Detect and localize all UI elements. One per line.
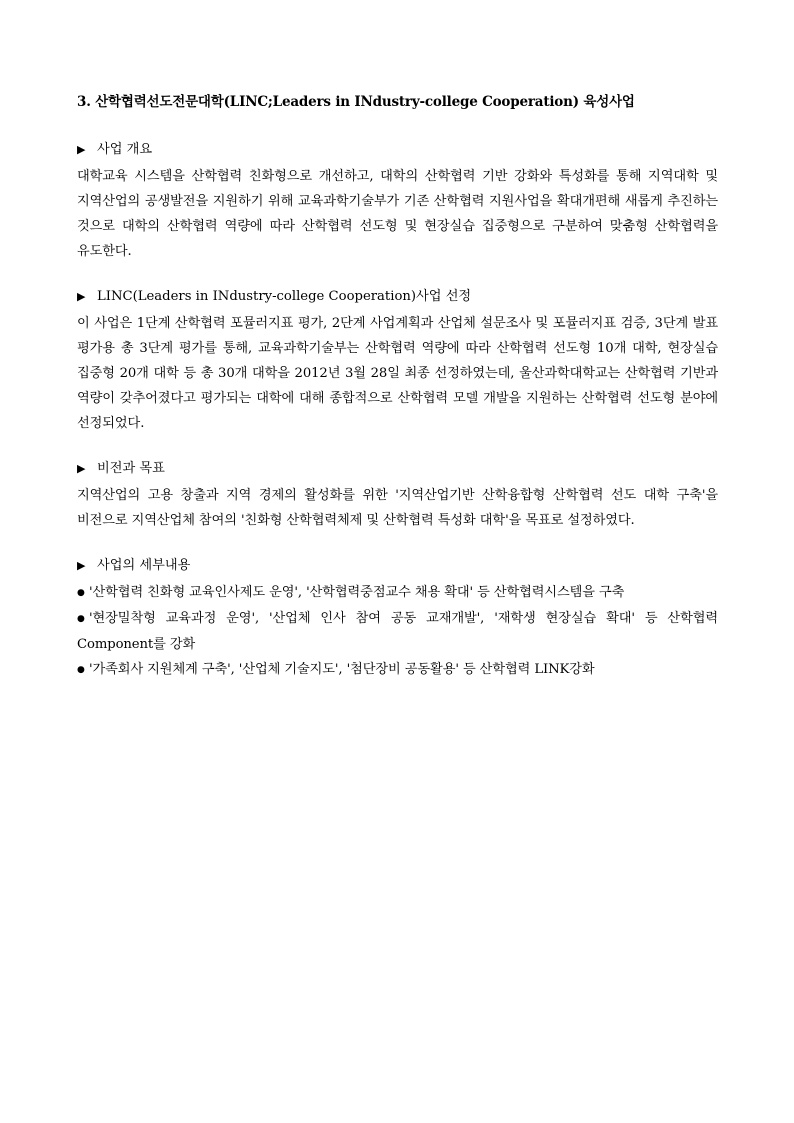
triangle-bullet-icon: ▶ [77,290,86,303]
section-heading-text: LINC(Leaders in INdustry-college Cooperation)사업 선정 [97,289,472,304]
section-body: 이 사업은 1단계 산학협력 포뮬러지표 평가, 2단계 사업계획과 산업체 설문조사 및 포뮬러지표 검증, 3단계 발표 평가용 총 3단계 평가를 통해, 교육과학기술부는 산학협력 역량에 따라 산학협력 선도형 10개 대학, 현장실습 집중형 20개 대학 등 총 30개 대학을 2012년 3월 28일 최종 선정하였는데, 울산과학대학교는 산학협력 기반과 역량이 갖추어졌다고 평가되는 대학에 대해 종합적으로 산학협력 모델 개발을 지원하는 산학협력 선도형 분야에 선정되었다. [77,316,718,431]
section-body: 대학교육 시스템을 산학협력 친화형으로 개선하고, 대학의 산학협력 기반 강화와 특성화를 통해 지역대학 및 지역산업의 공생발전을 지원하기 위해 교육과학기술부가 기존 산학협력 지원사업을 확대개편해 새롭게 추진하는 것으로 대학의 산학협력 역량에 따라 산학협력 선도형 및 현장실습 집중형으로 구분하여 맞춤형 산학협력을 유도한다. [77,169,718,259]
bullet-dot-icon: ● [77,665,85,675]
bullet-dot-icon: ● [77,614,85,624]
list-item [77,580,718,606]
triangle-bullet-icon: ▶ [77,143,86,156]
section-heading [77,459,718,479]
triangle-bullet-icon: ▶ [77,462,86,475]
list-item-text: '현장밀착형 교육과정 운영', '산업체 인사 참여 공동 교재개발', '재학생 현장실습 확대' 등 산학협력 Component를 강화 [77,611,718,652]
section-heading-text: 비전과 목표 [97,461,165,476]
list-item [77,657,718,683]
bullet-dot-icon: ● [77,588,85,598]
list-item [77,606,718,657]
section-linc-selection [77,287,718,436]
document-title: 3. 산학협력선도전문대학(LINC;Leaders in INdustry-college Cooperation) 육성사업 [77,94,635,110]
section-details [77,556,718,683]
section-heading-text: 사업의 세부내용 [97,558,191,573]
section-overview [77,140,718,264]
triangle-bullet-icon: ▶ [77,559,86,572]
section-body: 지역산업의 고용 창출과 지역 경제의 활성화를 위한 '지역산업기반 산학융합형 산학협력 선도 대학 구축'을 비전으로 지역산업체 참여의 '친화형 산학협력체제 및 산학협력 특성화 대학'을 목표로 설정하였다. [77,488,718,528]
section-heading [77,287,718,307]
detail-list [77,580,718,683]
section-heading [77,556,718,576]
list-item-text: '가족회사 지원체계 구축', '산업체 기술지도', '첨단장비 공동활용' 등 산학협력 LINK강화 [89,662,595,677]
section-vision-goals [77,459,718,533]
document-content [77,92,718,706]
section-heading [77,140,718,160]
list-item-text: '산학협력 친화형 교육인사제도 운영', '산학협력중점교수 채용 확대' 등 산학협력시스템을 구축 [89,585,625,600]
section-heading-text: 사업 개요 [97,142,153,157]
